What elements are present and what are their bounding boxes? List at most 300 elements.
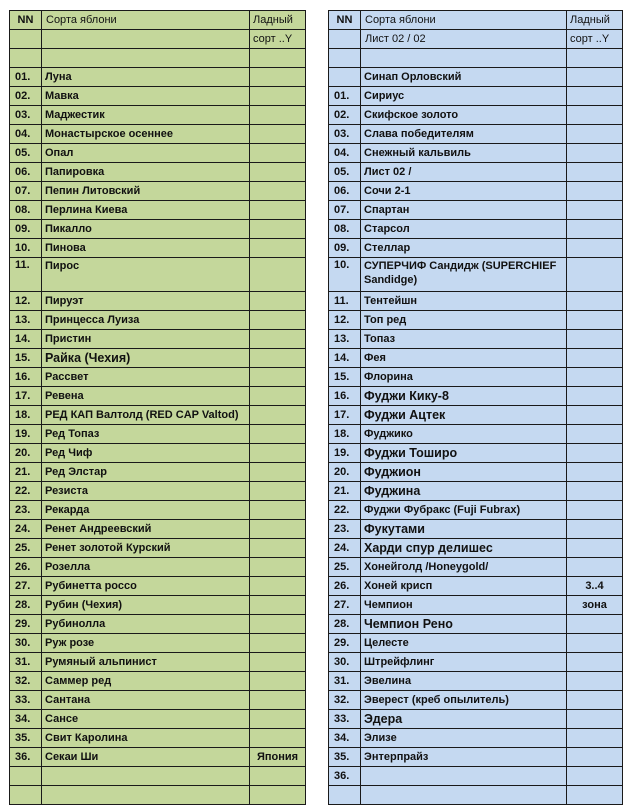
table-row	[329, 539, 623, 558]
variety-name: Хонейголд /Honeygold/	[361, 558, 567, 577]
row-number: 24.	[329, 539, 361, 558]
row-number: 09.	[329, 239, 361, 258]
table-row	[10, 239, 306, 258]
row-note	[250, 539, 306, 558]
row-note	[250, 182, 306, 201]
row-number: 14.	[329, 349, 361, 368]
row-number: 12.	[329, 311, 361, 330]
table-row	[329, 292, 623, 311]
variety-name: Фуджи Тоширо	[361, 444, 567, 463]
table-row	[10, 710, 306, 729]
row-note	[250, 68, 306, 87]
variety-name: Ред Чиф	[42, 444, 250, 463]
empty-cell	[250, 786, 306, 805]
row-number: 20.	[329, 463, 361, 482]
row-number: 12.	[10, 292, 42, 311]
row-note	[250, 615, 306, 634]
row-number: 31.	[10, 653, 42, 672]
spacer-cell	[361, 49, 567, 68]
spacer-cell	[567, 49, 623, 68]
variety-name: Саммер ред	[42, 672, 250, 691]
table-row	[329, 87, 623, 106]
row-note	[567, 672, 623, 691]
row-note: 3..4	[567, 577, 623, 596]
row-number: 11.	[10, 258, 42, 292]
header-variety: Сорта яблони	[42, 11, 250, 30]
table-row	[10, 349, 306, 368]
table-row	[329, 710, 623, 729]
variety-name: Рассвет	[42, 368, 250, 387]
row-note	[250, 425, 306, 444]
row-number: 08.	[329, 220, 361, 239]
variety-name: Спартан	[361, 201, 567, 220]
variety-name: Румяный альпинист	[42, 653, 250, 672]
row-note	[567, 87, 623, 106]
row-number: 32.	[329, 691, 361, 710]
table-row	[10, 748, 306, 767]
row-note	[250, 163, 306, 182]
variety-name: Фуджи Кику-8	[361, 387, 567, 406]
row-note: Япония	[250, 748, 306, 767]
row-number: 19.	[329, 444, 361, 463]
table-row	[329, 387, 623, 406]
row-number: 24.	[10, 520, 42, 539]
variety-name: Сантана	[42, 691, 250, 710]
row-note	[567, 330, 623, 349]
row-number: 31.	[329, 672, 361, 691]
variety-name: Розелла	[42, 558, 250, 577]
row-number: 03.	[329, 125, 361, 144]
row-number: 29.	[329, 634, 361, 653]
row-number: 01.	[10, 68, 42, 87]
empty-cell	[42, 767, 250, 786]
row-number: 08.	[10, 201, 42, 220]
variety-name: Свит Каролина	[42, 729, 250, 748]
spacer-cell	[10, 49, 42, 68]
variety-name: Райка (Чехия)	[42, 349, 250, 368]
variety-name: Топ ред	[361, 311, 567, 330]
variety-name: Монастырское осеннее	[42, 125, 250, 144]
row-number: 33.	[329, 710, 361, 729]
table-row	[329, 634, 623, 653]
row-note	[250, 87, 306, 106]
row-note	[567, 634, 623, 653]
variety-name: Сочи 2-1	[361, 182, 567, 201]
variety-name: Фуджи Ацтек	[361, 406, 567, 425]
row-number: 11.	[329, 292, 361, 311]
row-note	[567, 463, 623, 482]
row-note	[567, 349, 623, 368]
row-number: 01.	[329, 87, 361, 106]
table-row	[10, 330, 306, 349]
table-row	[10, 144, 306, 163]
header-nn: NN	[10, 11, 42, 30]
variety-name: Чемпион Рено	[361, 615, 567, 634]
variety-name: Пируэт	[42, 292, 250, 311]
spacer-cell	[42, 49, 250, 68]
row-number: 36.	[10, 748, 42, 767]
row-number: 16.	[329, 387, 361, 406]
table-row	[10, 68, 306, 87]
row-number: 02.	[10, 87, 42, 106]
row-number: 06.	[10, 163, 42, 182]
table-row	[329, 201, 623, 220]
variety-name: Маджестик	[42, 106, 250, 125]
variety-name: Хоней крисп	[361, 577, 567, 596]
table-row	[10, 501, 306, 520]
empty-cell	[567, 786, 623, 805]
table-row	[329, 672, 623, 691]
table-row	[10, 653, 306, 672]
variety-name: Эверест (креб опылитель)	[361, 691, 567, 710]
row-note	[250, 691, 306, 710]
row-number: 17.	[329, 406, 361, 425]
row-note	[250, 482, 306, 501]
spacer-cell	[250, 49, 306, 68]
row-number: 26.	[10, 558, 42, 577]
row-note	[567, 558, 623, 577]
row-note	[250, 201, 306, 220]
row-note	[567, 501, 623, 520]
table-row	[329, 748, 623, 767]
table-row	[329, 349, 623, 368]
variety-name: Фея	[361, 349, 567, 368]
table-row	[329, 691, 623, 710]
row-number: 15.	[329, 368, 361, 387]
table-row	[329, 425, 623, 444]
row-note	[250, 125, 306, 144]
row-number: 28.	[329, 615, 361, 634]
variety-name: Перлина Киева	[42, 201, 250, 220]
variety-name: Пирос	[42, 258, 250, 292]
variety-name: Слава победителям	[361, 125, 567, 144]
header-sheet-label: Лист 02 / 02	[361, 30, 567, 49]
row-number: 18.	[329, 425, 361, 444]
table-row	[329, 311, 623, 330]
table-row	[329, 258, 623, 292]
row-note	[567, 710, 623, 729]
row-number: 13.	[10, 311, 42, 330]
variety-name: Рубинетта россо	[42, 577, 250, 596]
row-note	[250, 292, 306, 311]
table-row	[10, 125, 306, 144]
table-row	[10, 220, 306, 239]
table-row	[329, 577, 623, 596]
row-note	[250, 239, 306, 258]
row-note	[567, 125, 623, 144]
row-number: 19.	[10, 425, 42, 444]
table-row	[10, 691, 306, 710]
table-row	[10, 406, 306, 425]
row-note	[567, 292, 623, 311]
empty-cell	[361, 786, 567, 805]
table-row	[329, 368, 623, 387]
row-number: 04.	[329, 144, 361, 163]
table-row	[10, 520, 306, 539]
table-row	[329, 220, 623, 239]
row-number: 23.	[10, 501, 42, 520]
row-note	[567, 387, 623, 406]
row-number	[329, 68, 361, 87]
row-number: 22.	[329, 501, 361, 520]
row-note	[250, 144, 306, 163]
header-col3-bottom: сорт ..Y	[567, 30, 623, 49]
row-note	[567, 368, 623, 387]
row-note	[567, 729, 623, 748]
row-note	[250, 330, 306, 349]
row-note	[567, 615, 623, 634]
table-row	[10, 444, 306, 463]
row-number: 28.	[10, 596, 42, 615]
row-number: 17.	[10, 387, 42, 406]
row-number: 23.	[329, 520, 361, 539]
empty-cell	[250, 767, 306, 786]
table-row	[329, 729, 623, 748]
row-number: 26.	[329, 577, 361, 596]
row-note	[250, 710, 306, 729]
variety-name: Ред Элстар	[42, 463, 250, 482]
table-row	[329, 615, 623, 634]
row-note	[250, 463, 306, 482]
table-row	[329, 163, 623, 182]
table-row	[10, 163, 306, 182]
table-row	[10, 615, 306, 634]
table-row	[10, 558, 306, 577]
row-number: 35.	[10, 729, 42, 748]
row-note	[250, 406, 306, 425]
variety-name: Ревена	[42, 387, 250, 406]
row-note	[250, 729, 306, 748]
variety-name: Ренет Андреевский	[42, 520, 250, 539]
row-note	[567, 767, 623, 786]
row-number: 34.	[10, 710, 42, 729]
table-row	[10, 87, 306, 106]
table-row	[329, 520, 623, 539]
row-number: 16.	[10, 368, 42, 387]
header-variety: Сорта яблони	[361, 11, 567, 30]
row-note	[250, 520, 306, 539]
table-row	[10, 577, 306, 596]
row-number: 03.	[10, 106, 42, 125]
row-note	[250, 596, 306, 615]
row-note	[250, 349, 306, 368]
table-row	[10, 387, 306, 406]
row-number: 07.	[329, 201, 361, 220]
row-number: 21.	[329, 482, 361, 501]
empty-cell	[42, 786, 250, 805]
variety-name: Рубинолла	[42, 615, 250, 634]
table-row	[329, 239, 623, 258]
table-row	[329, 182, 623, 201]
variety-name: РЕД КАП Валтолд (RED CAP Valtod)	[42, 406, 250, 425]
table-row	[10, 425, 306, 444]
row-note	[250, 577, 306, 596]
table-row	[10, 539, 306, 558]
table-row	[329, 330, 623, 349]
row-note	[567, 425, 623, 444]
variety-name: Фуджина	[361, 482, 567, 501]
row-number: 33.	[10, 691, 42, 710]
row-number: 10.	[10, 239, 42, 258]
table-row	[10, 482, 306, 501]
variety-name: СУПЕРЧИФ Сандидж (SUPERCHIEF Sandidge)	[361, 258, 567, 292]
table-row	[329, 144, 623, 163]
header-empty-cell	[10, 30, 42, 49]
variety-name: Пепин Литовский	[42, 182, 250, 201]
variety-name: Топаз	[361, 330, 567, 349]
variety-name: Энтерпрайз	[361, 748, 567, 767]
row-number: 05.	[329, 163, 361, 182]
row-note	[250, 258, 306, 292]
row-note	[567, 653, 623, 672]
empty-cell	[10, 786, 42, 805]
row-note	[250, 220, 306, 239]
variety-name: Ренет золотой Курский	[42, 539, 250, 558]
variety-name: Фуджион	[361, 463, 567, 482]
variety-name: Синап Орловский	[361, 68, 567, 87]
table-row	[10, 311, 306, 330]
row-note	[567, 201, 623, 220]
table-row	[10, 258, 306, 292]
row-number: 18.	[10, 406, 42, 425]
table-row	[329, 125, 623, 144]
row-note	[567, 691, 623, 710]
variety-name: Снежный кальвиль	[361, 144, 567, 163]
variety-name: Скифское золото	[361, 106, 567, 125]
row-note	[567, 182, 623, 201]
row-number: 10.	[329, 258, 361, 292]
row-number: 05.	[10, 144, 42, 163]
table-row	[10, 368, 306, 387]
row-note	[250, 368, 306, 387]
variety-name: Эвелина	[361, 672, 567, 691]
row-note	[567, 144, 623, 163]
row-number: 02.	[329, 106, 361, 125]
row-number: 21.	[10, 463, 42, 482]
variety-name: Резиста	[42, 482, 250, 501]
row-number: 35.	[329, 748, 361, 767]
variety-name: Опал	[42, 144, 250, 163]
variety-name: Секаи Ши	[42, 748, 250, 767]
variety-name: Мавка	[42, 87, 250, 106]
variety-name: Фукутами	[361, 520, 567, 539]
variety-name: Фуджи Фубракс (Fuji Fubrax)	[361, 501, 567, 520]
table-row	[329, 406, 623, 425]
header-col3-top: Ладный	[250, 11, 306, 30]
variety-name: Руж розе	[42, 634, 250, 653]
variety-name: Пристин	[42, 330, 250, 349]
row-note	[567, 748, 623, 767]
table-row	[329, 653, 623, 672]
table-row	[329, 596, 623, 615]
row-note	[567, 106, 623, 125]
row-number: 25.	[10, 539, 42, 558]
left-sheet-table	[9, 10, 306, 805]
row-note	[250, 653, 306, 672]
variety-name: Целесте	[361, 634, 567, 653]
row-number: 30.	[10, 634, 42, 653]
variety-name: Штрейфлинг	[361, 653, 567, 672]
table-row	[10, 596, 306, 615]
row-note	[567, 520, 623, 539]
variety-name: Фуджико	[361, 425, 567, 444]
variety-name: Принцесса Луиза	[42, 311, 250, 330]
row-note	[567, 163, 623, 182]
row-note	[567, 406, 623, 425]
table-row	[329, 482, 623, 501]
variety-name: Харди спур делишес	[361, 539, 567, 558]
row-number: 32.	[10, 672, 42, 691]
table-row	[329, 463, 623, 482]
table-row	[10, 106, 306, 125]
row-note	[567, 539, 623, 558]
variety-name	[361, 767, 567, 786]
row-note	[567, 482, 623, 501]
row-number: 29.	[10, 615, 42, 634]
row-number: 07.	[10, 182, 42, 201]
row-number: 27.	[329, 596, 361, 615]
row-number: 15.	[10, 349, 42, 368]
row-note	[567, 239, 623, 258]
row-number: 09.	[10, 220, 42, 239]
row-note	[250, 501, 306, 520]
variety-name: Флорина	[361, 368, 567, 387]
row-note	[250, 311, 306, 330]
row-note	[567, 220, 623, 239]
table-row	[10, 201, 306, 220]
variety-name: Чемпион	[361, 596, 567, 615]
table-row	[329, 106, 623, 125]
variety-name: Рубин (Чехия)	[42, 596, 250, 615]
table-row	[329, 767, 623, 786]
header-col3-bottom: сорт ..Y	[250, 30, 306, 49]
variety-name: Рекарда	[42, 501, 250, 520]
table-row	[10, 463, 306, 482]
header-empty-cell	[329, 30, 361, 49]
row-note	[567, 444, 623, 463]
row-note	[567, 258, 623, 292]
header-empty-cell	[42, 30, 250, 49]
row-note: зона	[567, 596, 623, 615]
table-row	[329, 558, 623, 577]
table-row	[10, 182, 306, 201]
row-number: 30.	[329, 653, 361, 672]
row-number: 36.	[329, 767, 361, 786]
row-note	[250, 634, 306, 653]
variety-name: Ред Топаз	[42, 425, 250, 444]
table-row	[10, 729, 306, 748]
variety-name: Элизе	[361, 729, 567, 748]
row-note	[250, 106, 306, 125]
row-number: 27.	[10, 577, 42, 596]
row-number: 13.	[329, 330, 361, 349]
row-number: 34.	[329, 729, 361, 748]
row-number: 22.	[10, 482, 42, 501]
variety-name: Эдера	[361, 710, 567, 729]
table-row	[329, 444, 623, 463]
row-number: 04.	[10, 125, 42, 144]
table-row	[10, 292, 306, 311]
table-row	[10, 672, 306, 691]
empty-cell	[329, 786, 361, 805]
row-note	[250, 672, 306, 691]
row-number: 06.	[329, 182, 361, 201]
variety-name: Пикалло	[42, 220, 250, 239]
empty-cell	[10, 767, 42, 786]
variety-name: Сансе	[42, 710, 250, 729]
variety-name: Старсол	[361, 220, 567, 239]
row-note	[567, 311, 623, 330]
